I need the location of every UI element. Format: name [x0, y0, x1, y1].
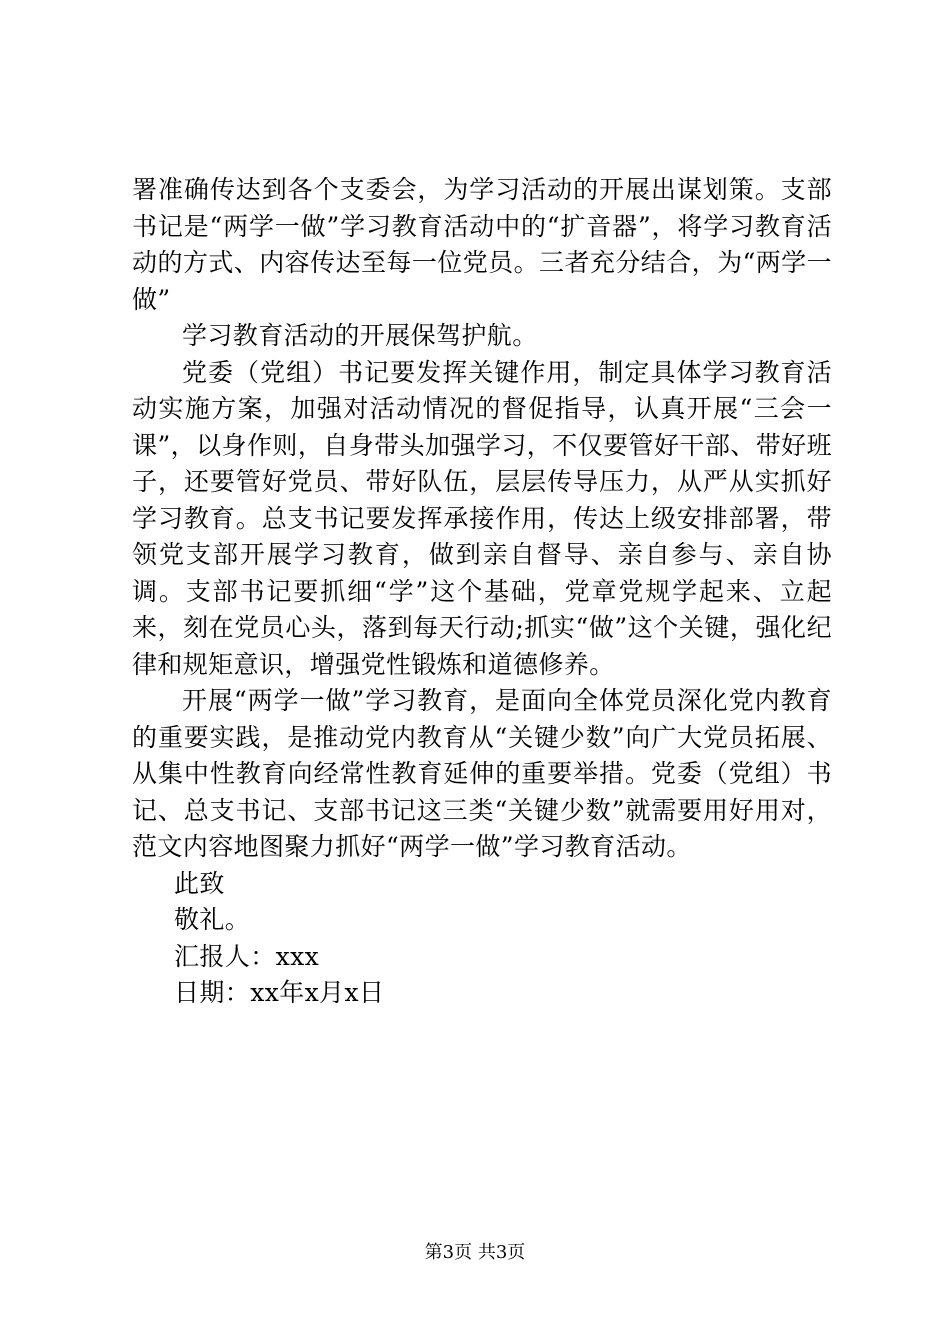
page-footer: [0, 1241, 950, 1265]
paragraph-continuation-tail: 学习教育活动的开展保驾护航。: [182, 321, 538, 350]
date-line: 日期：xx年x月x日: [174, 978, 385, 1007]
paragraph-continuation: 署准确传达到各个支委会，为学习活动的开展出谋划策。支部书记是“两学一做”学习教育活动中的“扩音器”，将学习教育活动的方式、内容传达至每一位党员。三者充分结合，为“两学一做”: [132, 175, 832, 314]
closing-regards: 敬礼。: [174, 905, 251, 934]
reporter-line: 汇报人：xxx: [174, 941, 320, 971]
closing-salutation: 此致: [174, 868, 225, 898]
paragraph-secretary-roles: 党委（党组）书记要发挥关键作用，制定具体学习教育活动实施方案，加强对活动情况的督促指导，认真开展“三会一课”，以身作则，自身带头加强学习，不仅要管好干部、带好班子，还要管好党员、带好队伍，层层传导压力，从严从实抓好学习教育。总支书记要发挥承接作用，传达上级安排部署，带领党支部开展学习教育，做到亲自督导、亲自参与、亲自协调。支部书记要抓细“学”这个基础，党章党规学起来、立起来，刻在党员心头，落到每天行动;抓实“做”这个关键，强化纪律和规矩意识，增强党性锻炼和道德修养。: [132, 357, 832, 679]
document-body: [132, 172, 832, 1012]
page-number-label: 第3页 共3页: [424, 1242, 526, 1263]
paragraph-conclusion: 开展“两学一做”学习教育，是面向全体党员深化党内教育的重要实践，是推动党内教育从“关键少数”向广大党员拓展、从集中性教育向经常性教育延伸的重要举措。党委（党组）书记、总支书记、支部书记这三类“关键少数”就需要用好用对，范文内容地图聚力抓好“两学一做”学习教育活动。: [132, 686, 832, 861]
